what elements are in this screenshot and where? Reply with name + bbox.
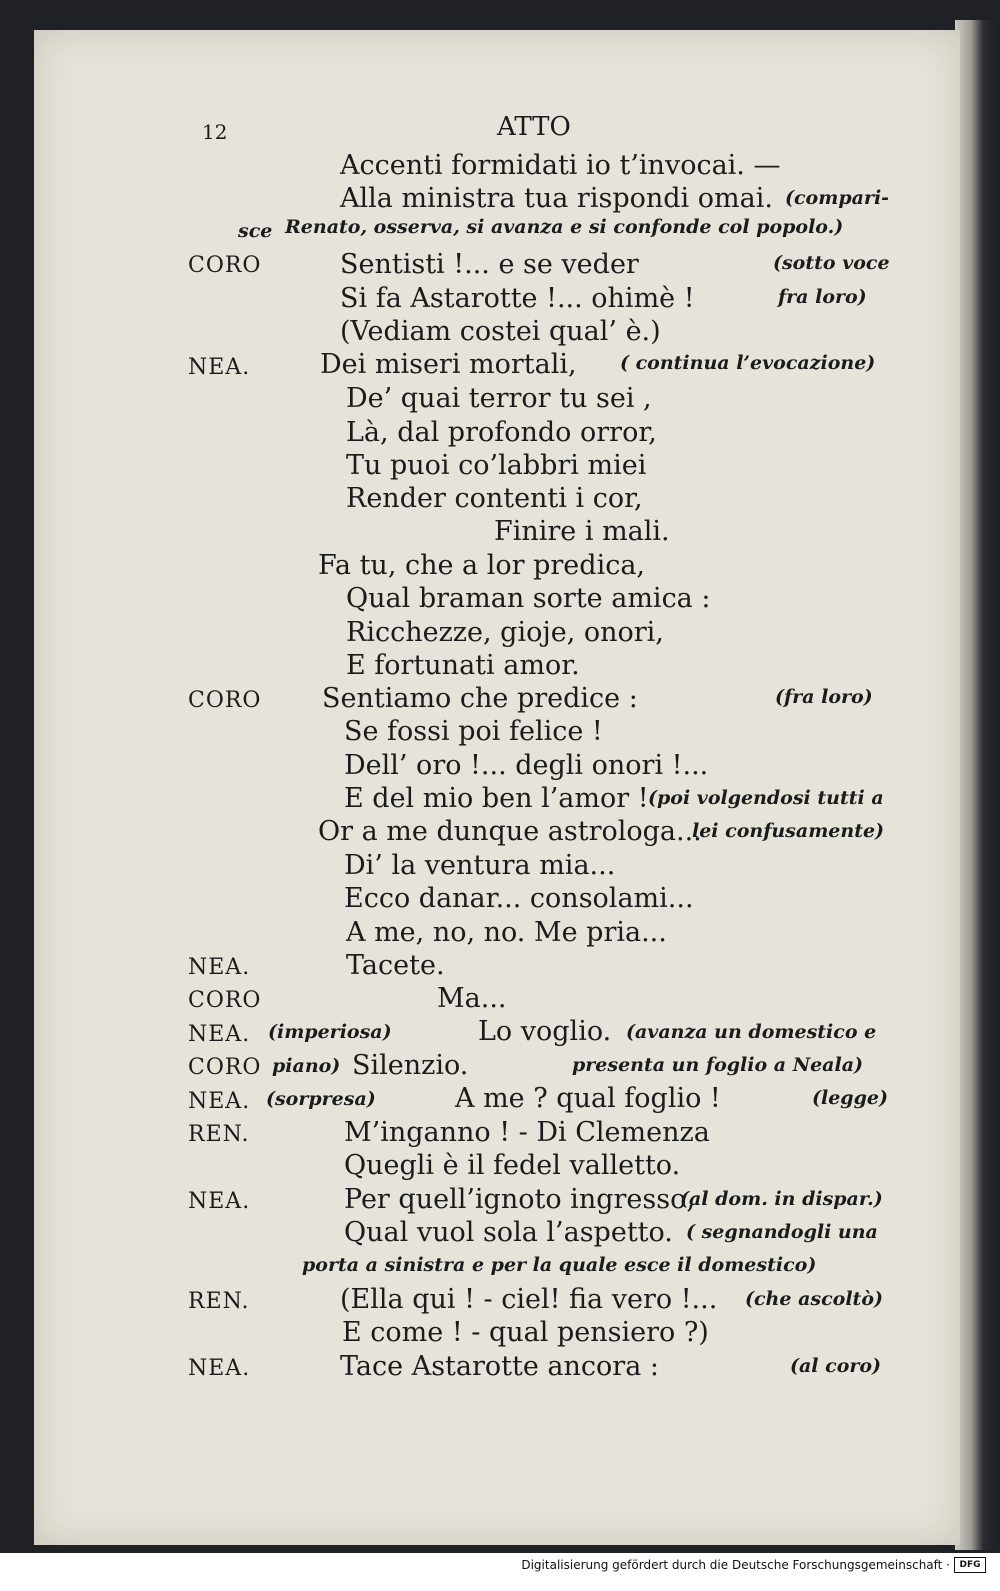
stage-direction: (fra loro): [775, 686, 873, 708]
stage-direction: piano): [272, 1055, 341, 1077]
verse-line: A me ? qual foglio !: [455, 1083, 721, 1114]
stage-direction: ( continua l’evocazione): [620, 352, 876, 374]
stage-direction: Renato, osserva, si avanza e si confonde col popolo.): [285, 216, 844, 238]
verse-line: Finire i mali.: [494, 516, 670, 547]
speaker-label: CORO: [188, 1055, 262, 1080]
verse-line: Or a me dunque astrologa...: [318, 816, 702, 847]
verse-line: Per quell’ignoto ingresso,: [344, 1184, 695, 1215]
stage-direction: (che ascoltò): [745, 1288, 883, 1310]
stage-direction: (avanza un domestico e: [626, 1021, 877, 1043]
stage-direction: (al coro): [790, 1355, 882, 1377]
speaker-label: NEA.: [188, 1089, 251, 1114]
verse-line: Render contenti i cor,: [346, 483, 643, 514]
verse-line: Ricchezze, gioje, onori,: [346, 617, 664, 648]
speaker-label: NEA.: [188, 955, 251, 980]
verse-line: Accenti formidati io t’invocai. —: [340, 150, 781, 181]
stage-direction: (legge): [812, 1087, 888, 1109]
verse-line: A me, no, no. Me pria...: [346, 917, 667, 948]
verse-line: Tu puoi co’labbri miei: [346, 450, 647, 481]
speaker-label: NEA.: [188, 355, 251, 380]
verse-line: Lo voglio.: [478, 1016, 612, 1047]
verse-line: Di’ la ventura mia...: [344, 850, 616, 881]
verse-line: Alla ministra tua rispondi omai.: [340, 183, 773, 214]
speaker-label: NEA.: [188, 1189, 251, 1214]
dfg-logo: DFG: [954, 1557, 986, 1573]
speaker-label: REN.: [188, 1289, 250, 1314]
verse-line: (Ella qui ! - ciel! fia vero !...: [340, 1284, 718, 1315]
stage-direction: (sotto voce: [773, 252, 890, 274]
book-edge: [955, 20, 995, 1550]
verse-line: E fortunati amor.: [346, 650, 580, 681]
verse-line: M’inganno ! - Di Clemenza: [344, 1117, 710, 1148]
verse-line: Silenzio.: [352, 1050, 469, 1081]
speaker-label: NEA.: [188, 1022, 251, 1047]
verse-line: E del mio ben l’amor !: [344, 783, 649, 814]
verse-line: Dei miseri mortali,: [320, 349, 577, 380]
verse-line: Quegli è il fedel valletto.: [344, 1150, 681, 1181]
stage-direction: (al dom. in dispar.): [680, 1188, 883, 1210]
verse-line: Ma...: [437, 983, 507, 1014]
verse-line: E come ! - qual pensiero ?): [342, 1317, 709, 1348]
stage-direction: presenta un foglio a Neala): [572, 1054, 863, 1076]
verse-line: Ecco danar... consolami...: [344, 883, 694, 914]
speaker-label: CORO: [188, 253, 262, 278]
verse-line: Se fossi poi felice !: [344, 716, 603, 747]
speaker-label: CORO: [188, 988, 262, 1013]
funding-credit: Digitalisierung gefördert durch die Deutsche Forschungsgemeinschaft ·: [521, 1558, 950, 1572]
verse-line: Sentisti !... e se veder: [340, 249, 639, 280]
speaker-label: CORO: [188, 688, 262, 713]
verse-line: Là, dal profondo orror,: [346, 417, 657, 448]
verse-line: Sentiamo che predice :: [322, 683, 638, 714]
verse-line: (Vediam costei qual’ è.): [340, 316, 661, 347]
verse-line: Si fa Astarotte !... ohimè !: [340, 283, 695, 314]
stage-direction: ( segnandogli una: [686, 1221, 878, 1243]
stage-direction: fra loro): [778, 286, 867, 308]
footer-bar: [0, 1553, 1000, 1591]
verse-line: Dell’ oro !... degli onori !...: [344, 750, 709, 781]
verse-line: Qual vuol sola l’aspetto.: [344, 1217, 673, 1248]
stage-direction: sce: [238, 220, 273, 242]
verse-line: Qual braman sorte amica :: [346, 583, 711, 614]
verse-line: Fa tu, che a lor predica,: [318, 550, 646, 581]
stage-direction: (sorpresa): [266, 1088, 376, 1110]
stage-direction: lei confusamente): [692, 820, 885, 842]
verse-line: Tace Astarotte ancora :: [340, 1351, 659, 1382]
stage-direction: porta a sinistra e per la quale esce il domestico): [302, 1254, 817, 1276]
verse-line: Tacete.: [346, 950, 445, 981]
page-number: 12: [202, 120, 228, 144]
stage-direction: (compari-: [785, 187, 890, 209]
speaker-label: NEA.: [188, 1356, 251, 1381]
verse-line: De’ quai terror tu sei ,: [346, 383, 652, 414]
running-header: ATTO: [497, 112, 571, 142]
speaker-label: REN.: [188, 1122, 250, 1147]
stage-direction: (poi volgendosi tutti a: [648, 787, 884, 809]
stage-direction: (imperiosa): [268, 1021, 392, 1043]
